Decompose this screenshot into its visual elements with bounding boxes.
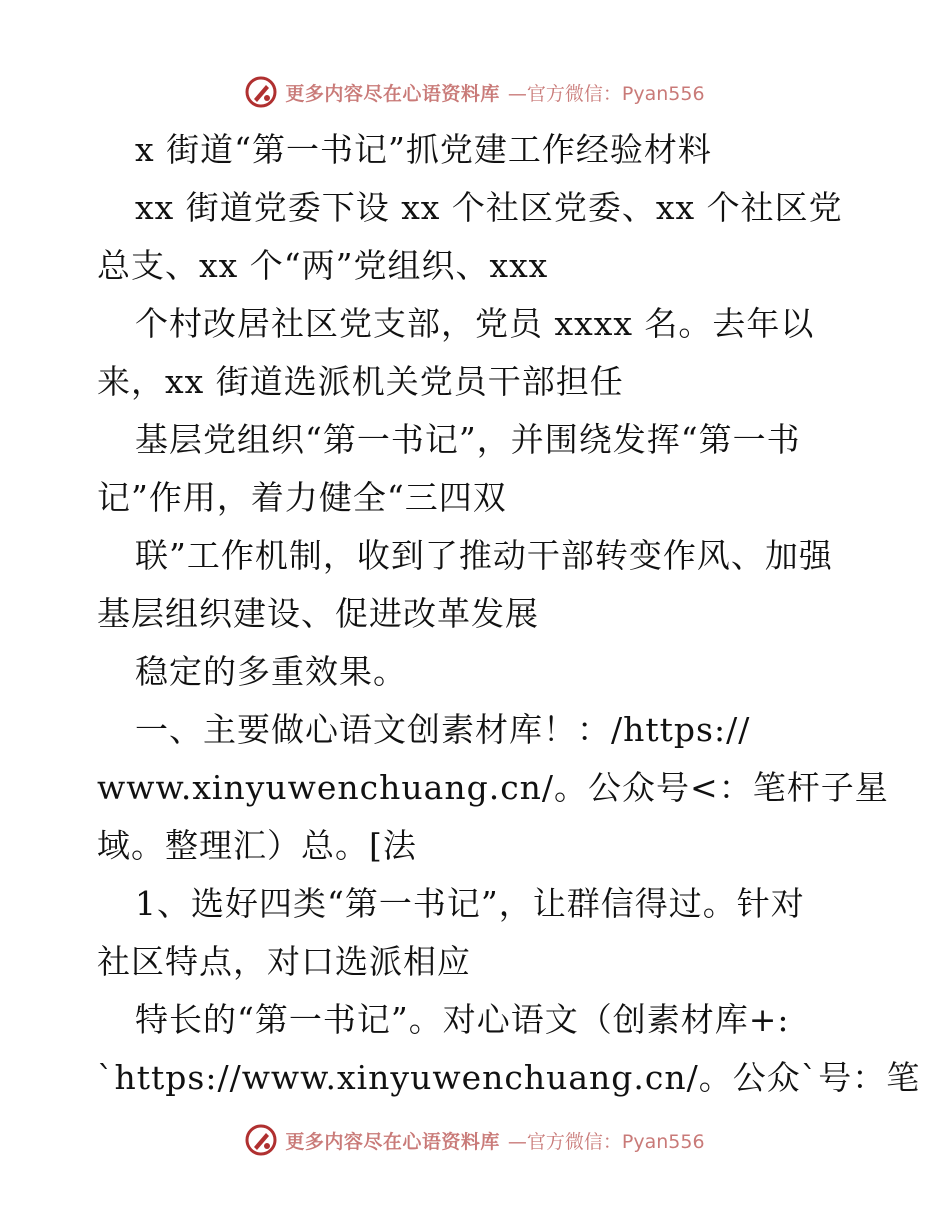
footer-watermark <box>0 1120 950 1160</box>
watermark-text: 更多内容尽在心语资料库 <box>285 1130 500 1153</box>
paragraph-line: 特长的“第一书记”。对心语文（创素材库+: <box>135 1000 790 1039</box>
paragraph-line: 联”工作机制，收到了推动干部转变作风、加强 <box>135 536 833 575</box>
paragraph-line: 稳定的多重效果。 <box>135 652 407 691</box>
paragraph-line: www.xinyuwenchuang.cn/。公众号<：笔杆子星 <box>97 768 889 807</box>
paragraph-line: 总支、xx 个“两”党组织、xxx <box>97 246 549 285</box>
section-heading: 一、主要做心语文创素材库！：/https:// <box>135 710 751 749</box>
paragraph-line: 域。整理汇）总。[法 <box>97 826 417 865</box>
document-body <box>97 121 921 1107</box>
document-title: x 街道“第一书记”抓党建工作经验材料 <box>135 130 712 169</box>
pen-logo-icon <box>245 76 277 108</box>
subsection-heading: 1、选好四类“第一书记”，让群信得过。针对 <box>135 884 805 923</box>
pen-logo-icon <box>245 1124 277 1156</box>
watermark-text: 更多内容尽在心语资料库 <box>285 82 500 105</box>
watermark-contact: —官方微信：Pyan556 <box>507 82 705 105</box>
paragraph-line: 个村改居社区党支部，党员 xxxx 名。去年以 <box>135 304 815 343</box>
paragraph-line: 社区特点，对口选派相应 <box>97 942 471 981</box>
paragraph-line: 基层组织建设、促进改革发展 <box>97 594 539 633</box>
paragraph-line: xx 街道党委下设 xx 个社区党委、xx 个社区党 <box>135 188 843 227</box>
paragraph-line: `https://www.xinyuwenchuang.cn/。公众`号：笔 <box>97 1058 921 1097</box>
header-watermark <box>0 72 950 112</box>
paragraph-line: 来，xx 街道选派机关党员干部担任 <box>97 362 624 401</box>
watermark-contact: —官方微信：Pyan556 <box>507 1130 705 1153</box>
paragraph-line: 基层党组织“第一书记”，并围绕发挥“第一书 <box>135 420 801 459</box>
paragraph-line: 记”作用，着力健全“三四双 <box>97 478 507 517</box>
